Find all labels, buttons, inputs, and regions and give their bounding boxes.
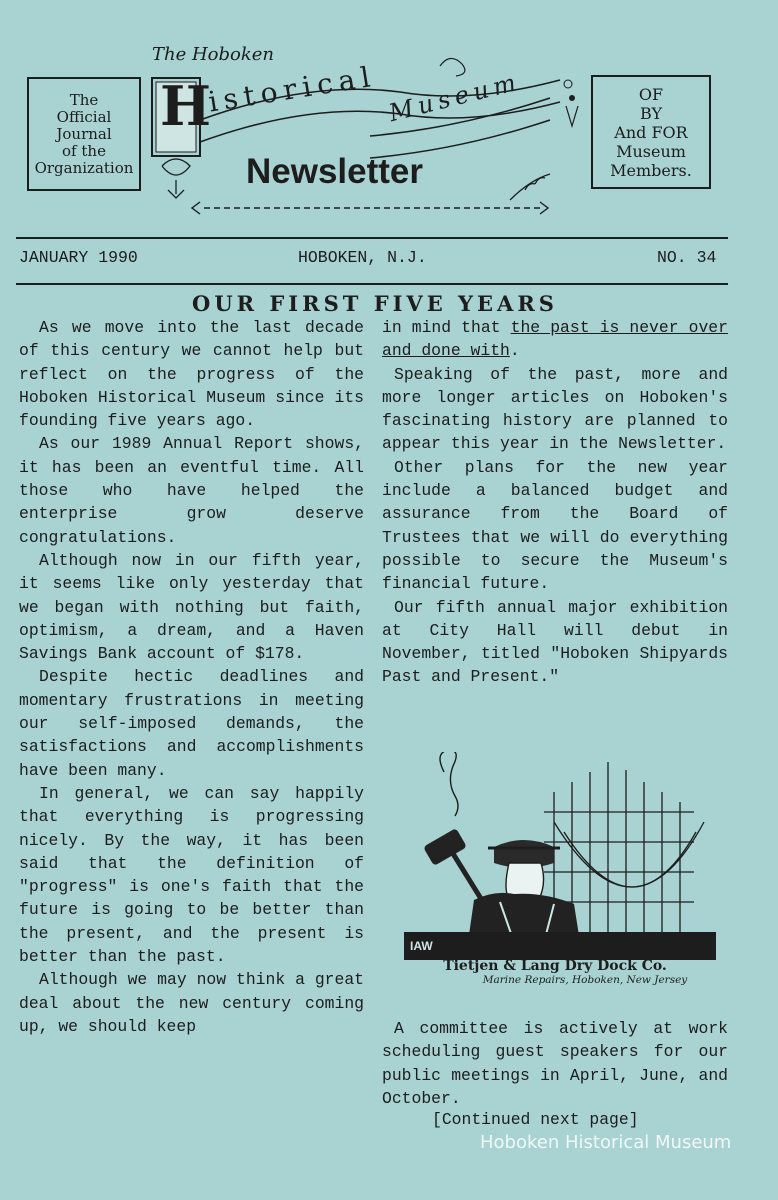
left-box-line: The [69, 90, 99, 109]
paragraph: In general, we can say happily that everything is progressing nicely. By the way, it has been said that the definition of "progress" is one's faith that the future is going to be better than the present, and the present is better than the past. [19, 783, 364, 967]
watermark: Hoboken Historical Museum [480, 1132, 732, 1153]
issue-number: NO. 34 [657, 248, 717, 267]
sign-text: IAW [410, 939, 433, 953]
right-box-line: And FOR [614, 122, 688, 142]
right-box-line: OF [638, 84, 664, 104]
illustration-caption [405, 958, 705, 986]
paragraph: A committee is actively at work scheduling guest speakers for our public meetings in April, June, and October. [382, 1019, 728, 1108]
masthead-big-initial: H [160, 74, 212, 138]
underlined-text: the past is never over and done with [382, 318, 728, 361]
masthead-word-istorical: istorical [206, 59, 379, 119]
text-run: in mind that [382, 318, 511, 337]
paragraph: Our fifth annual major exhibition at City Hall will debut in November, titled "Hoboken Shipyards Past and Present." [382, 597, 728, 687]
right-column [382, 316, 728, 689]
left-box-line: Journal [56, 124, 112, 143]
left-column [19, 316, 364, 1038]
bottom-rule [16, 283, 728, 285]
masthead-right-box [591, 75, 711, 189]
paragraph: Despite hectic deadlines and momentary frustrations in meeting our self-imposed demands, the satisfactions and accomplishments have been many. [19, 667, 364, 780]
masthead-top-small: The Hoboken [152, 44, 275, 65]
right-column-lower [382, 1017, 728, 1110]
paragraph: Although we may now think a great deal about the new century coming up, we should keep [19, 970, 364, 1036]
paragraph: Although now in our fifth year, it seems like only yesterday that we began with nothing but faith, optimism, a dream, and a Haven Savings Bank account of $178. [19, 550, 364, 664]
issue-date: JANUARY 1990 [19, 248, 138, 267]
masthead-word-museum: Museum [386, 67, 524, 128]
right-box-line: Members. [610, 160, 692, 180]
text-run: . [509, 341, 520, 361]
right-box-line: BY [639, 103, 663, 123]
left-box-line: of the [62, 141, 106, 160]
masthead-newsletter: Newsletter [246, 152, 424, 191]
caption-subtitle: Marine Repairs, Hoboken, New Jersey [482, 974, 688, 986]
left-box-line: Organization [34, 158, 134, 177]
caption-title: Tietjen & Lang Dry Dock Co. [443, 958, 667, 974]
continued-note: [Continued next page] [432, 1110, 639, 1129]
paragraph: Other plans for the new year include a balanced budget and assurance from the Board of Trustees that we will do everything possible to secure the Museum's financial future. [382, 457, 728, 594]
issue-place: HOBOKEN, N.J. [298, 248, 427, 267]
left-box-line: Official [56, 107, 112, 126]
paragraph: As our 1989 Annual Report shows, it has been an eventful time. All those who have helped the enterprise grow deserve congratulations. [19, 434, 364, 547]
paragraph-continued [382, 316, 728, 363]
paragraph: Speaking of the past, more and more longer articles on Hoboken's fascinating history are planned to appear this year in the Newsletter. [382, 364, 728, 454]
right-box-line: Museum [616, 141, 686, 161]
masthead-left-box [27, 77, 141, 191]
paragraph: As we move into the last decade of this century we cannot help but reflect on the progress of the Hoboken Historical Museum since its founding five years ago. [19, 318, 364, 431]
shipyard-worker-illustration [404, 752, 716, 960]
article-title: OUR FIRST FIVE YEARS [192, 291, 558, 316]
top-rule [16, 237, 728, 239]
